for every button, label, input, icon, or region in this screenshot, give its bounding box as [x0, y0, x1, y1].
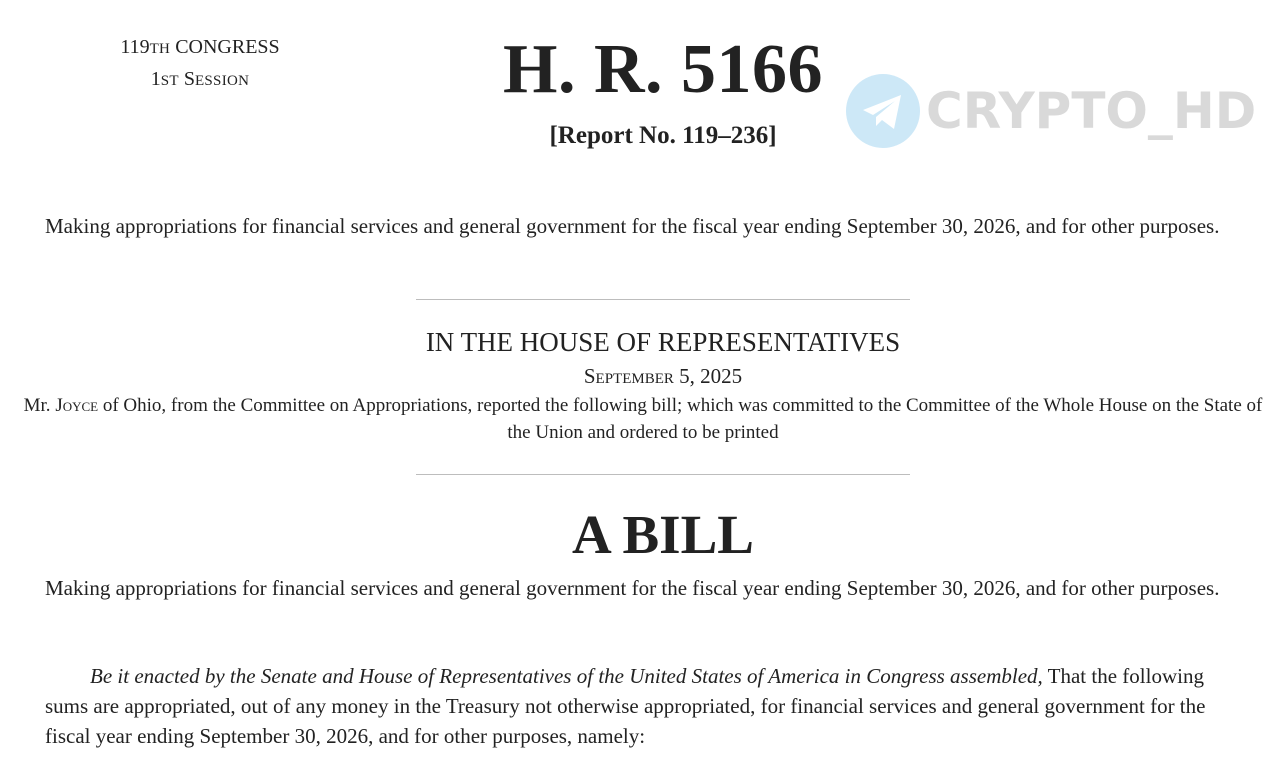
bottom-divider	[416, 474, 910, 475]
chamber-heading: IN THE HOUSE OF REPRESENTATIVES	[425, 327, 901, 357]
enacting-clause-text: That the following sums are appropriated, out of any money in the Treasury not otherwise appropriated, for financial services and general government for the fiscal year ending September 30, 2026, and for other purposes, namely:	[45, 664, 1206, 748]
bill-number: H. R. 5166	[503, 31, 823, 108]
enacting-clause	[45, 661, 1225, 751]
bill-title: Making appropriations for financial services and general government for the fiscal year ending September 30, 2026, and for other purposes.	[45, 576, 1220, 600]
watermark	[846, 74, 1257, 150]
congress-ordinal: TH	[149, 41, 171, 57]
sponsor-prefix: Mr.	[23, 395, 56, 416]
sponsor-name-initial: J	[55, 395, 63, 416]
session-number: 1	[150, 68, 161, 90]
action-date	[300, 363, 1026, 390]
congress-session-block	[100, 32, 300, 96]
report-text: of Ohio, from the Committee on Appropriations, reported the following bill; which was committed to the Committee of the Whole House on the State of the Union and ordered to be printed	[98, 395, 1263, 443]
top-divider	[416, 299, 910, 300]
action-date-month: September	[583, 364, 674, 388]
official-title: Making appropriations for financial services and general government for the fiscal year ending September 30, 2026, and for other purposes.	[45, 214, 1220, 238]
congress-line	[100, 32, 300, 64]
bill-heading: A BILL	[572, 504, 754, 565]
report-number: [Report No. 119–236]	[549, 122, 777, 149]
reported-by-text	[10, 392, 1276, 446]
sponsor-name-rest: oyce	[62, 395, 99, 416]
enacting-clause-italic: Be it enacted by the Senate and House of Representatives of the United States of America in Congress assembled,	[90, 664, 1043, 688]
congress-label: CONGRESS	[175, 36, 280, 58]
telegram-icon	[846, 74, 920, 148]
session-line	[100, 64, 300, 96]
session-ordinal: ST	[160, 73, 179, 89]
telegram-plane-icon	[861, 93, 905, 131]
watermark-text: CRYPTO_HD	[926, 82, 1257, 140]
session-label-rest: ESSION	[194, 73, 250, 89]
action-date-rest: 5, 2025	[673, 364, 743, 388]
session-label-initial: S	[183, 68, 195, 90]
congress-number: 119	[120, 36, 150, 58]
